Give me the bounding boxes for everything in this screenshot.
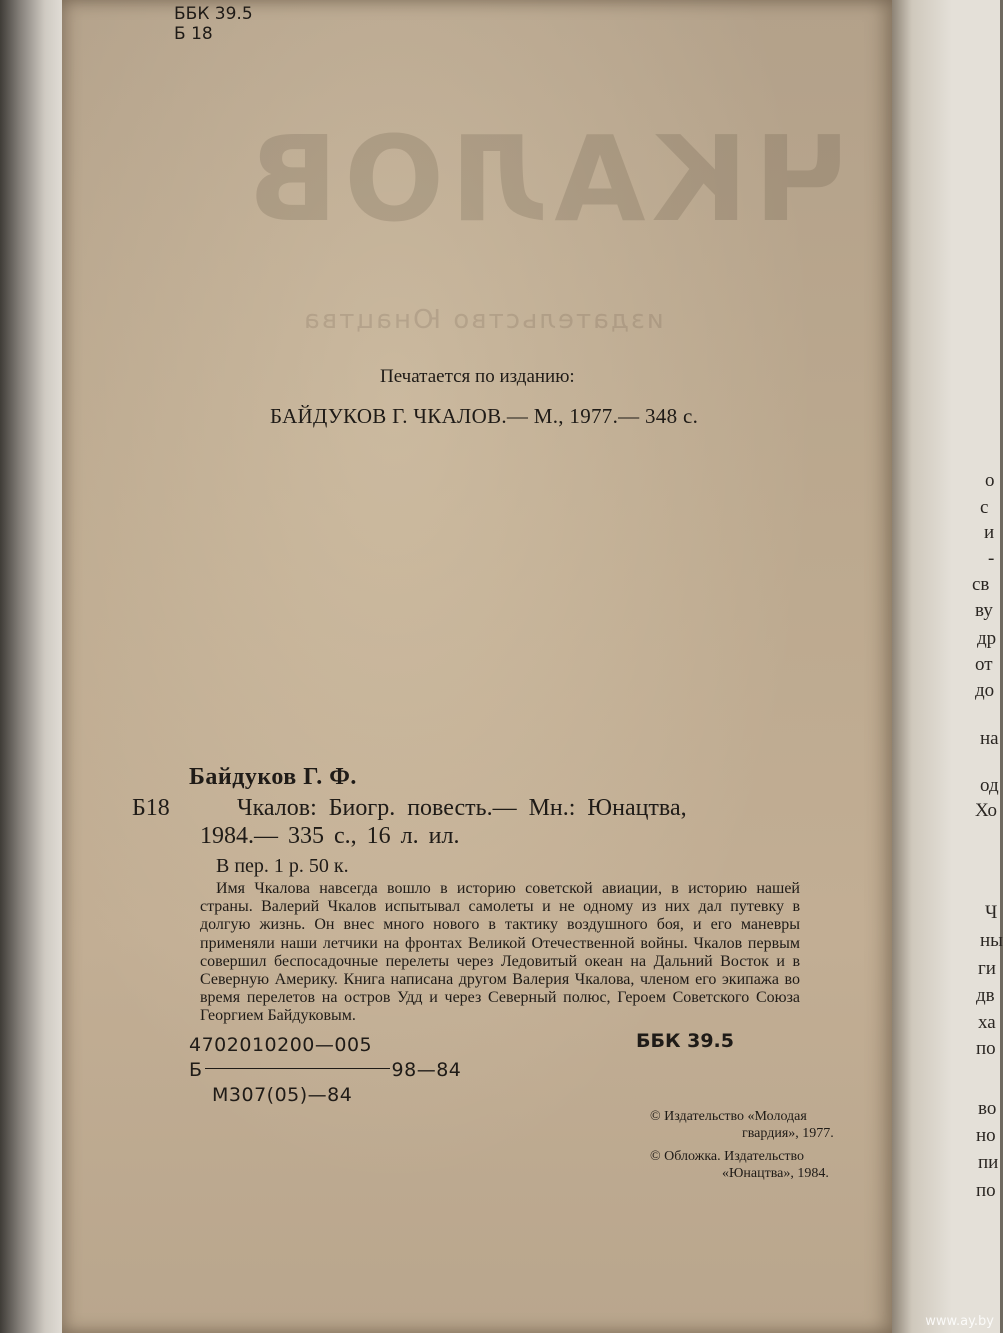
facing-page-fragment: ги xyxy=(978,958,996,979)
facing-page-fragment: пи xyxy=(978,1152,999,1173)
author-mark: Б 18 xyxy=(174,24,213,44)
site-watermark: www.ay.by xyxy=(925,1314,994,1329)
facing-page-fragment: ву xyxy=(975,600,993,621)
code-prefix: Б xyxy=(189,1059,203,1081)
catalog-price: В пер. 1 р. 50 к. xyxy=(216,855,349,877)
catalog-imprint-line: 1984.— 335 с., 16 л. ил. xyxy=(200,823,460,849)
bbk-header xyxy=(174,4,253,44)
copyright-publisher-line1: © Издательство «Молодая xyxy=(650,1109,807,1124)
facing-page-fragment: од xyxy=(980,775,999,796)
facing-page-fragment: во xyxy=(978,1098,997,1119)
show-through-title: ЧКАЛОВ xyxy=(242,110,850,248)
facing-page xyxy=(892,0,1003,1333)
catalog-author: Байдуков Г. Ф. xyxy=(189,764,357,790)
facing-page-fragment: Ч xyxy=(985,902,998,923)
catalog-title-line: Чкалов: Биогр. повесть.— Мн.: Юнацтва, xyxy=(237,795,687,821)
publication-code-3: М307(05)—84 xyxy=(212,1084,353,1106)
bbk-code: ББК 39.5 xyxy=(174,4,253,24)
facing-page-fragment: и xyxy=(984,522,995,543)
facing-page-fragment: на xyxy=(980,728,999,749)
facing-page-fragment: дв xyxy=(976,985,995,1006)
facing-page-fragment: по xyxy=(976,1180,996,1201)
book-spine-shadow xyxy=(0,0,62,1333)
copyright-cover xyxy=(650,1148,829,1182)
book-page xyxy=(62,0,892,1333)
catalog-annotation: Имя Чкалова навсегда вошло в историю советской авиации, в историю нашей страны. Валерий Чкалов испытывал самолеты и не одному из них дал путевку в долгую жизнь. Он внес много нового в тактику воздушного боя, и его маневры применяли наши летчики на фронтах Великой Отечественной войны. Чкалов первым совершил беспосадочные перелеты через Ледовитый океан на Дальний Восток и в Северную Америку. Книга написана другом Валерия Чкалова, членом его экипажа во время перелетов на остров Удд и через Северный полюс, Героем Советского Союза Георгием Байдуковым. xyxy=(200,880,800,1025)
publication-code-2 xyxy=(189,1059,461,1081)
facing-page-fragment: св xyxy=(972,574,990,595)
catalog-index: Б18 xyxy=(132,795,170,821)
facing-page-fragment: ха xyxy=(978,1012,996,1033)
copyright-publisher xyxy=(650,1108,834,1142)
copyright-cover-line2: «Юнацтва», 1984. xyxy=(722,1166,829,1181)
code-suffix: 98—84 xyxy=(391,1059,462,1081)
facing-page-fragment: Хо xyxy=(975,800,998,821)
code-rule xyxy=(205,1068,390,1069)
show-through-subtitle: издательство Юнацтва xyxy=(302,305,664,335)
bbk-footer: ББК 39.5 xyxy=(636,1030,734,1052)
facing-page-fragment: с xyxy=(980,497,989,518)
copyright-publisher-line2: гвардия», 1977. xyxy=(742,1126,834,1141)
reprint-label: Печатается по изданию: xyxy=(380,366,575,387)
facing-page-fragment: ны xyxy=(980,930,1003,951)
facing-page-fragment: др xyxy=(977,628,997,649)
copyright-cover-line1: © Обложка. Издательство xyxy=(650,1149,805,1164)
facing-page-fragment: по xyxy=(976,1038,996,1059)
facing-page-fragment: но xyxy=(976,1125,996,1146)
facing-page-fragment: до xyxy=(975,680,995,701)
publication-code-1: 4702010200—005 xyxy=(189,1034,373,1056)
facing-page-fragment: - xyxy=(988,548,995,569)
facing-page-fragment: от xyxy=(975,654,993,675)
facing-page-fragment: о xyxy=(985,470,995,491)
reprint-source: БАЙДУКОВ Г. ЧКАЛОВ.— М., 1977.— 348 с. xyxy=(270,404,699,428)
